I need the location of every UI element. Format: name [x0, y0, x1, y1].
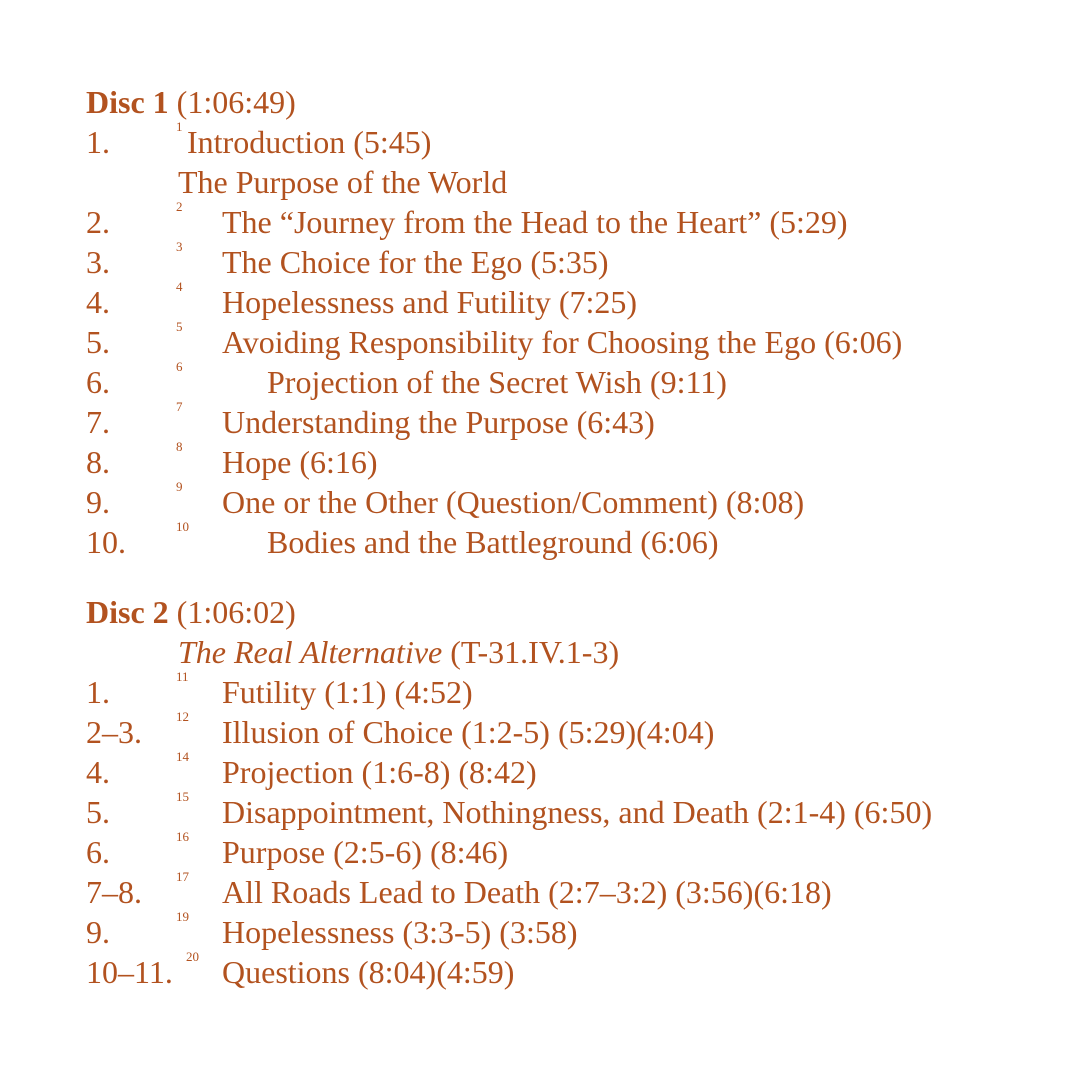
track-number: 7.: [86, 404, 110, 440]
track-title: Understanding the Purpose (6:43): [222, 404, 655, 440]
track-title: The Choice for the Ego (5:35): [222, 244, 609, 280]
track-marker: 12: [176, 709, 189, 724]
track-marker: 5: [176, 319, 183, 334]
track-title: The “Journey from the Head to the Heart” (5:29): [222, 204, 848, 240]
track-row: [0, 669, 1080, 712]
track-row: [0, 869, 1080, 912]
track-number: 8.: [86, 444, 110, 480]
disc-1-duration: (1:06:49): [168, 84, 296, 120]
track-title: Questions (8:04)(4:59): [222, 954, 515, 990]
track-marker: 4: [176, 279, 183, 294]
track-number: 3.: [86, 244, 110, 280]
track-title: Projection (1:6-8) (8:42): [222, 754, 537, 790]
track-number: 1.: [86, 674, 110, 710]
track-row: [0, 439, 1080, 482]
track-title: Hope (6:16): [222, 444, 378, 480]
section-heading-text: The Purpose of the World: [178, 164, 508, 200]
track-number: 6.: [86, 364, 110, 400]
track-marker: 20: [186, 949, 199, 964]
track-row: [0, 199, 1080, 242]
track-marker: 7: [176, 399, 183, 414]
track-number: 6.: [86, 834, 110, 870]
track-title: Illusion of Choice (1:2-5) (5:29)(4:04): [222, 714, 715, 750]
track-marker: 11: [176, 669, 189, 684]
track-number: 10–11.: [86, 954, 173, 990]
track-title: All Roads Lead to Death (2:7–3:2) (3:56)(6:18): [222, 874, 832, 910]
track-marker: 6: [176, 359, 183, 374]
disc-1-heading: [86, 82, 1080, 122]
disc-2-heading: [86, 592, 1080, 632]
track-marker: 8: [176, 439, 183, 454]
track-row: [0, 709, 1080, 752]
track-title: Avoiding Responsibility for Choosing the Ego (6:06): [222, 324, 903, 360]
track-marker: 19: [176, 909, 189, 924]
track-number: 9.: [86, 914, 110, 950]
track-number: 2–3.: [86, 714, 142, 750]
track-number: 2.: [86, 204, 110, 240]
section-heading: [0, 162, 1080, 202]
track-title: Bodies and the Battleground (6:06): [267, 524, 719, 560]
section-heading: [0, 632, 1080, 672]
track-row: [0, 239, 1080, 282]
track-title: One or the Other (Question/Comment) (8:08): [222, 484, 805, 520]
section-heading-reference: (T-31.IV.1-3): [442, 634, 620, 670]
track-marker: 16: [176, 829, 189, 844]
track-number: 9.: [86, 484, 110, 520]
track-title: Futility (1:1) (4:52): [222, 674, 473, 710]
track-marker: 10: [176, 519, 189, 534]
track-row: [0, 399, 1080, 442]
track-title: Purpose (2:5-6) (8:46): [222, 834, 509, 870]
track-row: [0, 949, 1080, 992]
track-number: 5.: [86, 324, 110, 360]
track-title: Disappointment, Nothingness, and Death (2:1-4) (6:50): [222, 794, 933, 830]
track-title: Hopelessness (3:3-5) (3:58): [222, 914, 578, 950]
track-marker: 17: [176, 869, 189, 884]
track-row: [0, 829, 1080, 872]
track-title: Hopelessness and Futility (7:25): [222, 284, 638, 320]
track-row: [0, 279, 1080, 322]
track-row: [0, 789, 1080, 832]
track-marker: 9: [176, 479, 183, 494]
section-heading-text: [178, 632, 619, 672]
track-number: 4.: [86, 754, 110, 790]
track-row: [0, 749, 1080, 792]
track-title: Projection of the Secret Wish (9:11): [267, 364, 727, 400]
track-row: [0, 519, 1080, 562]
track-marker: 2: [176, 199, 183, 214]
track-number: 1.: [86, 124, 110, 160]
section-heading-italic: The Real Alternative: [178, 634, 443, 670]
track-number: 5.: [86, 794, 110, 830]
track-marker: 3: [176, 239, 183, 254]
disc-2-label: Disc 2: [86, 594, 169, 630]
track-marker: 15: [176, 789, 189, 804]
track-marker: 14: [176, 749, 189, 764]
track-row: [0, 909, 1080, 952]
track-title: Introduction (5:45): [187, 124, 432, 160]
track-row: [0, 479, 1080, 522]
track-row: [0, 359, 1080, 402]
track-row: [0, 319, 1080, 362]
track-number: 4.: [86, 284, 110, 320]
disc-1-label: Disc 1: [86, 84, 169, 120]
track-row: [0, 119, 1080, 162]
track-number: 7–8.: [86, 874, 142, 910]
track-marker: 1: [176, 119, 183, 134]
disc-2-duration: (1:06:02): [168, 594, 296, 630]
track-number: 10.: [86, 524, 126, 560]
